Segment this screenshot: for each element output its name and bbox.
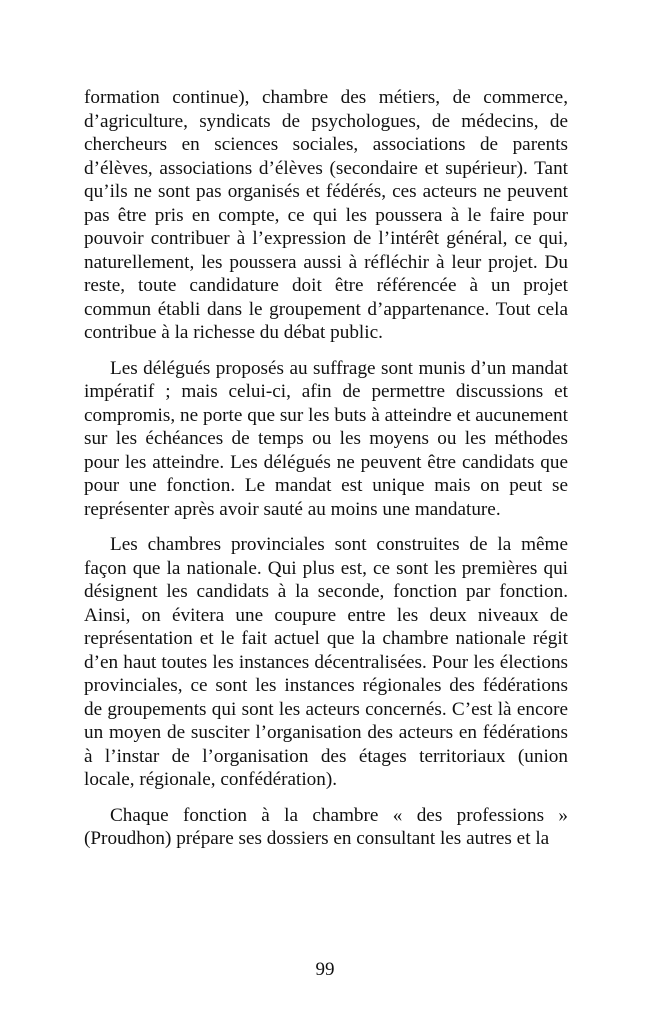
paragraph-delegues: Les délégués proposés au suffrage sont munis d’un mandat impératif ; mais celui-ci, afin de permettre discussions et compromis, ne porte que sur les buts à atteindre et aucunement sur les échéances de temps ou les moyens ou les méthodes pour les atteindre. Les délégués ne peuvent être candidats que pour une fonction. Le mandat est unique mais on peut se représenter après avoir sauté au moins une mandature. xyxy=(84,357,568,520)
paragraph-chambres-provinciales: Les chambres provinciales sont construites de la même façon que la nationale. Qui plus est, ce sont les premières qui désignent les candidats à la seconde, fonction par fonction. Ainsi, on évitera une coupure entre les deux niveaux de représentation et le fait actuel que la chambre nationale régit d’en haut toutes les instances décentralisées. Pour les élections provinciales, ce sont les instances régionales des fédérations de groupements qui sont les acteurs concernés. C’est là encore un moyen de susciter l’organisation des acteurs en fédérations à l’instar de l’organisation des étages territoriaux (union locale, régionale, confédération). xyxy=(84,534,568,790)
page-number: 99 xyxy=(315,959,335,980)
page-body xyxy=(84,86,568,851)
paragraph-continued: formation continue), chambre des métiers, de commerce, d’agriculture, syndicats de psychologues, de médecins, de chercheurs en sciences sociales, associations de parents d’élèves, associations d’élèves (secondaire et supérieur). Tant qu’ils ne sont pas organisés et fédérés, ces acteurs ne peuvent pas être pris en compte, ce qui les poussera à le faire pour pouvoir contribuer à l’expression de l’intérêt général, ce qui, naturellement, les poussera aussi à réfléchir à leur projet. Du reste, toute candidature doit être référencée à un projet commun établi dans le groupement d’appartenance. Tout cela contribue à la richesse du débat public. xyxy=(84,87,568,343)
paragraph-chaque-fonction: Chaque fonction à la chambre « des professions » (Proudhon) prépare ses dossiers en consultant les autres et la xyxy=(84,804,568,849)
